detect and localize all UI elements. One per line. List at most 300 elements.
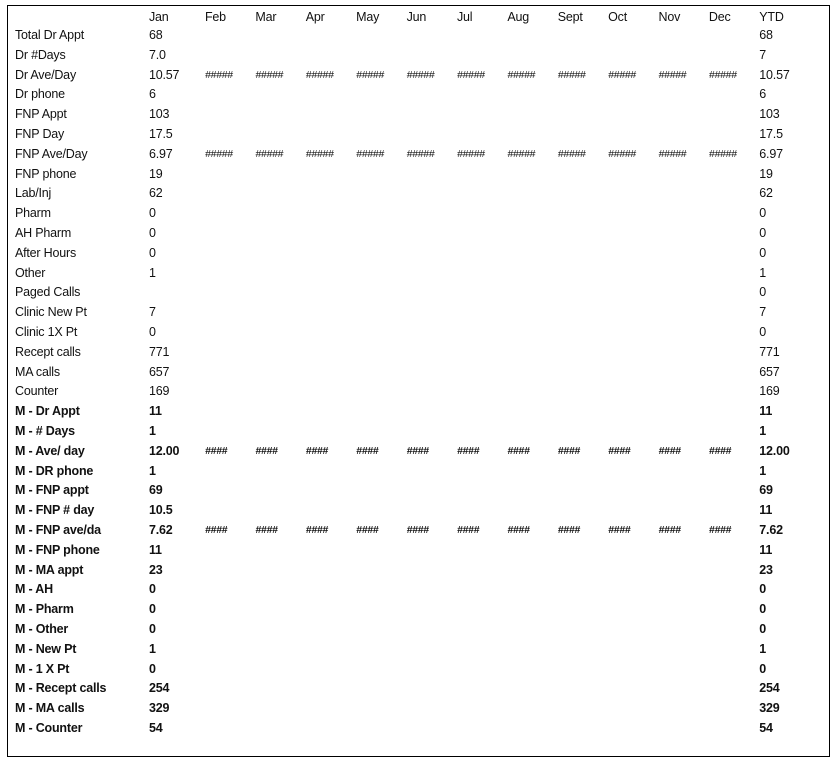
empty-cell (254, 244, 304, 264)
jan-value: 1 (149, 463, 156, 478)
empty-cell (305, 303, 355, 323)
jan-value: 1 (149, 641, 156, 656)
ytd-value: 0 (759, 661, 767, 676)
empty-cell (607, 620, 657, 640)
table-row (14, 125, 818, 145)
empty-cell (305, 640, 355, 660)
empty-cell (658, 224, 708, 244)
empty-cell (557, 244, 607, 264)
empty-cell (557, 679, 607, 699)
table-row (14, 204, 818, 224)
empty-cell (305, 422, 355, 442)
empty-cell (406, 125, 456, 145)
empty-cell (305, 580, 355, 600)
row-label: M - Dr Appt (15, 404, 80, 419)
row-label: M - Pharm (15, 602, 74, 617)
row-label: M - FNP phone (15, 542, 100, 557)
ytd-value: 11 (759, 503, 773, 518)
ytd-value: 7.62 (759, 522, 783, 537)
jan-value: 1 (149, 423, 156, 438)
header-month-aug: Aug (507, 10, 529, 24)
empty-cell (204, 481, 254, 501)
empty-cell (254, 224, 304, 244)
ytd-value: 23 (759, 562, 773, 577)
empty-cell (406, 541, 456, 561)
ytd-value: 0 (759, 324, 767, 339)
empty-cell (355, 244, 405, 264)
empty-cell (456, 125, 506, 145)
empty-cell (355, 343, 405, 363)
empty-cell (305, 620, 355, 640)
empty-cell (305, 679, 355, 699)
empty-cell (406, 600, 456, 620)
empty-cell (607, 105, 657, 125)
empty-cell (355, 323, 405, 343)
overflow-cell: ##### (608, 147, 636, 160)
empty-cell (607, 26, 657, 46)
header-month-jun: Jun (406, 10, 427, 24)
empty-cell (708, 382, 758, 402)
empty-cell (506, 105, 556, 125)
empty-cell (254, 660, 304, 680)
empty-cell (204, 580, 254, 600)
empty-cell (658, 125, 708, 145)
empty-cell (708, 264, 758, 284)
overflow-cell: #### (456, 523, 480, 536)
ytd-value: 0 (759, 621, 767, 636)
overflow-cell: #### (305, 523, 328, 536)
empty-cell (305, 323, 355, 343)
monthly-stats-table (14, 8, 818, 739)
empty-cell (254, 422, 304, 442)
row-label: Dr #Days (15, 47, 66, 62)
empty-cell (708, 105, 758, 125)
empty-cell (355, 105, 405, 125)
empty-cell (658, 719, 708, 739)
empty-cell (658, 264, 708, 284)
table-row (14, 66, 818, 86)
empty-cell (708, 343, 758, 363)
empty-cell (506, 244, 556, 264)
ytd-value: 0 (759, 206, 767, 221)
row-label: Dr phone (15, 87, 65, 102)
empty-cell (708, 719, 758, 739)
jan-value: 7 (149, 305, 156, 320)
table-row (14, 244, 818, 264)
empty-cell (506, 679, 556, 699)
table-row (14, 323, 818, 343)
empty-cell (254, 283, 304, 303)
overflow-cell: #### (356, 444, 379, 457)
empty-cell (456, 501, 506, 521)
empty-cell (305, 224, 355, 244)
empty-cell (355, 283, 405, 303)
empty-cell (506, 561, 556, 581)
empty-cell (607, 660, 657, 680)
empty-cell (557, 382, 607, 402)
empty-cell (506, 363, 556, 383)
empty-cell (204, 422, 254, 442)
empty-cell (658, 382, 708, 402)
empty-cell (506, 323, 556, 343)
table-row (14, 382, 818, 402)
empty-cell (254, 640, 304, 660)
empty-cell (506, 501, 556, 521)
ytd-value: 6 (759, 87, 767, 102)
empty-cell (254, 105, 304, 125)
empty-cell (305, 382, 355, 402)
empty-cell (557, 343, 607, 363)
row-label: Recept calls (15, 344, 81, 359)
empty-cell (355, 679, 405, 699)
empty-cell (607, 85, 657, 105)
empty-cell (204, 620, 254, 640)
table-row (14, 85, 818, 105)
overflow-cell: #### (255, 523, 278, 536)
empty-cell (406, 402, 456, 422)
table-row (14, 481, 818, 501)
row-label: M - Other (15, 621, 69, 636)
empty-cell (708, 184, 758, 204)
empty-cell (557, 640, 607, 660)
empty-cell (305, 363, 355, 383)
row-label: M - MA calls (15, 701, 85, 716)
row-label: Lab/Inj (15, 186, 52, 201)
empty-cell (355, 184, 405, 204)
empty-cell (406, 85, 456, 105)
empty-cell (557, 481, 607, 501)
jan-value: 10.5 (149, 503, 173, 518)
empty-cell (708, 402, 758, 422)
empty-cell (456, 402, 506, 422)
table-row (14, 501, 818, 521)
jan-value: 0 (149, 225, 156, 240)
empty-cell (204, 640, 254, 660)
empty-cell (607, 501, 657, 521)
empty-cell (456, 679, 506, 699)
empty-cell (506, 640, 556, 660)
table-row (14, 580, 818, 600)
empty-cell (204, 402, 254, 422)
ytd-value: 0 (759, 582, 767, 597)
empty-cell (506, 165, 556, 185)
empty-cell (406, 323, 456, 343)
empty-cell (557, 283, 607, 303)
empty-cell (708, 283, 758, 303)
empty-cell (204, 105, 254, 125)
ytd-value: 12.00 (759, 443, 790, 458)
empty-cell (355, 303, 405, 323)
empty-cell (355, 600, 405, 620)
empty-cell (406, 382, 456, 402)
table-body (14, 8, 818, 739)
ytd-value: 0 (759, 245, 767, 260)
header-month-jan: Jan (149, 10, 169, 24)
empty-cell (607, 382, 657, 402)
empty-cell (406, 679, 456, 699)
row-label: Counter (15, 384, 59, 399)
empty-cell (305, 26, 355, 46)
row-label: M - AH (15, 582, 53, 597)
row-label: After Hours (15, 245, 77, 260)
empty-cell (355, 382, 405, 402)
empty-cell (607, 264, 657, 284)
empty-cell (204, 125, 254, 145)
empty-cell (204, 244, 254, 264)
jan-value: 6.97 (149, 146, 173, 161)
row-label: M - Ave/ day (15, 443, 85, 458)
empty-cell (254, 184, 304, 204)
ytd-value: 54 (759, 720, 773, 735)
empty-cell (708, 561, 758, 581)
overflow-cell: #### (557, 444, 580, 457)
empty-cell (658, 85, 708, 105)
empty-cell (456, 165, 506, 185)
ytd-value: 19 (759, 166, 773, 181)
empty-cell (607, 283, 657, 303)
empty-cell (355, 363, 405, 383)
empty-cell (456, 224, 506, 244)
empty-cell (607, 402, 657, 422)
overflow-cell: ##### (608, 68, 636, 81)
table-row (14, 679, 818, 699)
jan-value: 23 (149, 562, 163, 577)
empty-cell (557, 105, 607, 125)
empty-cell (355, 165, 405, 185)
overflow-cell: ##### (305, 68, 334, 81)
empty-cell (305, 719, 355, 739)
empty-cell (406, 343, 456, 363)
empty-cell (456, 26, 506, 46)
empty-cell (456, 541, 506, 561)
row-label: M - 1 X Pt (15, 661, 70, 676)
empty-cell (557, 620, 607, 640)
empty-cell (355, 501, 405, 521)
empty-cell (305, 561, 355, 581)
empty-cell (557, 402, 607, 422)
empty-cell (708, 462, 758, 482)
empty-cell (406, 501, 456, 521)
header-month-dec: Dec (708, 10, 731, 24)
empty-cell (708, 699, 758, 719)
empty-cell (305, 165, 355, 185)
empty-cell (708, 422, 758, 442)
overflow-cell: #### (356, 523, 379, 536)
jan-value: 68 (149, 28, 163, 42)
empty-cell (305, 660, 355, 680)
empty-cell (658, 620, 708, 640)
overflow-cell: ##### (356, 68, 384, 81)
header-month-sept: Sept (557, 10, 583, 24)
empty-cell (557, 699, 607, 719)
empty-cell (456, 85, 506, 105)
empty-cell (204, 600, 254, 620)
jan-value: 771 (149, 344, 170, 359)
overflow-cell: ##### (205, 147, 233, 160)
empty-cell (708, 620, 758, 640)
ytd-value: 771 (759, 344, 780, 359)
empty-cell (708, 580, 758, 600)
empty-cell (456, 46, 506, 66)
empty-cell (658, 679, 708, 699)
ytd-value: 17.5 (759, 126, 783, 141)
overflow-cell: #### (708, 523, 732, 536)
empty-cell (204, 363, 254, 383)
empty-cell (305, 481, 355, 501)
empty-cell (607, 303, 657, 323)
empty-cell (254, 679, 304, 699)
empty-cell (254, 264, 304, 284)
empty-cell (456, 283, 506, 303)
empty-cell (557, 125, 607, 145)
overflow-cell: #### (406, 523, 429, 536)
empty-cell (607, 422, 657, 442)
overflow-cell: ##### (456, 147, 485, 160)
empty-cell (607, 204, 657, 224)
overflow-cell: ##### (255, 147, 284, 160)
empty-cell (506, 224, 556, 244)
overflow-cell: ##### (708, 68, 737, 81)
empty-cell (456, 323, 506, 343)
empty-cell (506, 26, 556, 46)
empty-cell (557, 165, 607, 185)
empty-cell (406, 561, 456, 581)
empty-cell (708, 165, 758, 185)
empty-cell (305, 402, 355, 422)
empty-cell (658, 204, 708, 224)
row-label: Clinic 1X Pt (15, 324, 78, 339)
empty-cell (506, 283, 556, 303)
row-label: M - FNP ave/da (15, 522, 101, 537)
empty-cell (708, 640, 758, 660)
jan-value: 11 (149, 542, 162, 557)
empty-cell (607, 640, 657, 660)
empty-cell (254, 26, 304, 46)
header-month-feb: Feb (205, 10, 226, 24)
empty-cell (708, 244, 758, 264)
empty-cell (506, 184, 556, 204)
table-row (14, 620, 818, 640)
overflow-cell: ##### (708, 147, 737, 160)
empty-cell (406, 283, 456, 303)
empty-cell (506, 204, 556, 224)
empty-cell (708, 125, 758, 145)
empty-cell (658, 501, 708, 521)
empty-cell (305, 343, 355, 363)
empty-cell (607, 165, 657, 185)
jan-value: 0 (149, 324, 156, 339)
empty-cell (254, 561, 304, 581)
row-label: M - FNP # day (15, 503, 95, 518)
empty-cell (708, 303, 758, 323)
empty-cell (254, 620, 304, 640)
empty-cell (254, 699, 304, 719)
empty-cell (557, 224, 607, 244)
overflow-cell: ##### (557, 68, 586, 81)
overflow-cell: #### (708, 444, 732, 457)
empty-cell (406, 26, 456, 46)
jan-value: 7.62 (149, 522, 173, 537)
empty-cell (506, 125, 556, 145)
empty-cell (254, 46, 304, 66)
empty-cell (607, 481, 657, 501)
empty-cell (506, 85, 556, 105)
table-row (14, 422, 818, 442)
empty-cell (406, 264, 456, 284)
row-label: M - New Pt (15, 641, 77, 656)
empty-cell (254, 481, 304, 501)
overflow-cell: ##### (658, 68, 687, 81)
overflow-cell: ##### (205, 68, 233, 81)
row-label: Total Dr Appt (15, 28, 84, 42)
empty-cell (456, 105, 506, 125)
empty-cell (708, 501, 758, 521)
empty-cell (557, 26, 607, 46)
empty-cell (204, 541, 254, 561)
empty-cell (305, 204, 355, 224)
empty-cell (607, 600, 657, 620)
ytd-value: 1 (759, 463, 767, 478)
header-month-may: May (356, 10, 380, 24)
empty-cell (355, 561, 405, 581)
empty-cell (658, 26, 708, 46)
ytd-value: 69 (759, 483, 773, 498)
empty-cell (557, 85, 607, 105)
ytd-value: 169 (759, 384, 780, 399)
empty-cell (607, 719, 657, 739)
table-row (14, 699, 818, 719)
empty-cell (557, 323, 607, 343)
overflow-cell: ##### (507, 68, 536, 81)
table-row (14, 283, 818, 303)
empty-cell (607, 462, 657, 482)
empty-cell (658, 600, 708, 620)
header-ytd: YTD (759, 10, 784, 24)
empty-cell (204, 462, 254, 482)
header-row (14, 8, 818, 26)
row-label: AH Pharm (15, 225, 72, 240)
empty-cell (254, 580, 304, 600)
empty-cell (456, 204, 506, 224)
empty-cell (204, 343, 254, 363)
row-label: FNP Appt (15, 107, 67, 122)
ytd-value: 0 (759, 285, 767, 300)
empty-cell (557, 501, 607, 521)
empty-cell (557, 204, 607, 224)
empty-cell (708, 204, 758, 224)
empty-cell (557, 561, 607, 581)
empty-cell (406, 422, 456, 442)
ytd-value: 657 (759, 364, 780, 379)
empty-cell (305, 699, 355, 719)
jan-value: 657 (149, 364, 170, 379)
header-month-mar: Mar (255, 10, 277, 24)
empty-cell (607, 679, 657, 699)
empty-cell (355, 462, 405, 482)
empty-cell (456, 561, 506, 581)
table-row (14, 184, 818, 204)
empty-cell (607, 224, 657, 244)
empty-cell (204, 679, 254, 699)
empty-cell (406, 660, 456, 680)
empty-cell (557, 580, 607, 600)
empty-cell (557, 184, 607, 204)
overflow-cell: #### (305, 444, 328, 457)
empty-cell (658, 244, 708, 264)
ytd-value: 1 (759, 641, 767, 656)
empty-cell (204, 382, 254, 402)
empty-cell (355, 224, 405, 244)
